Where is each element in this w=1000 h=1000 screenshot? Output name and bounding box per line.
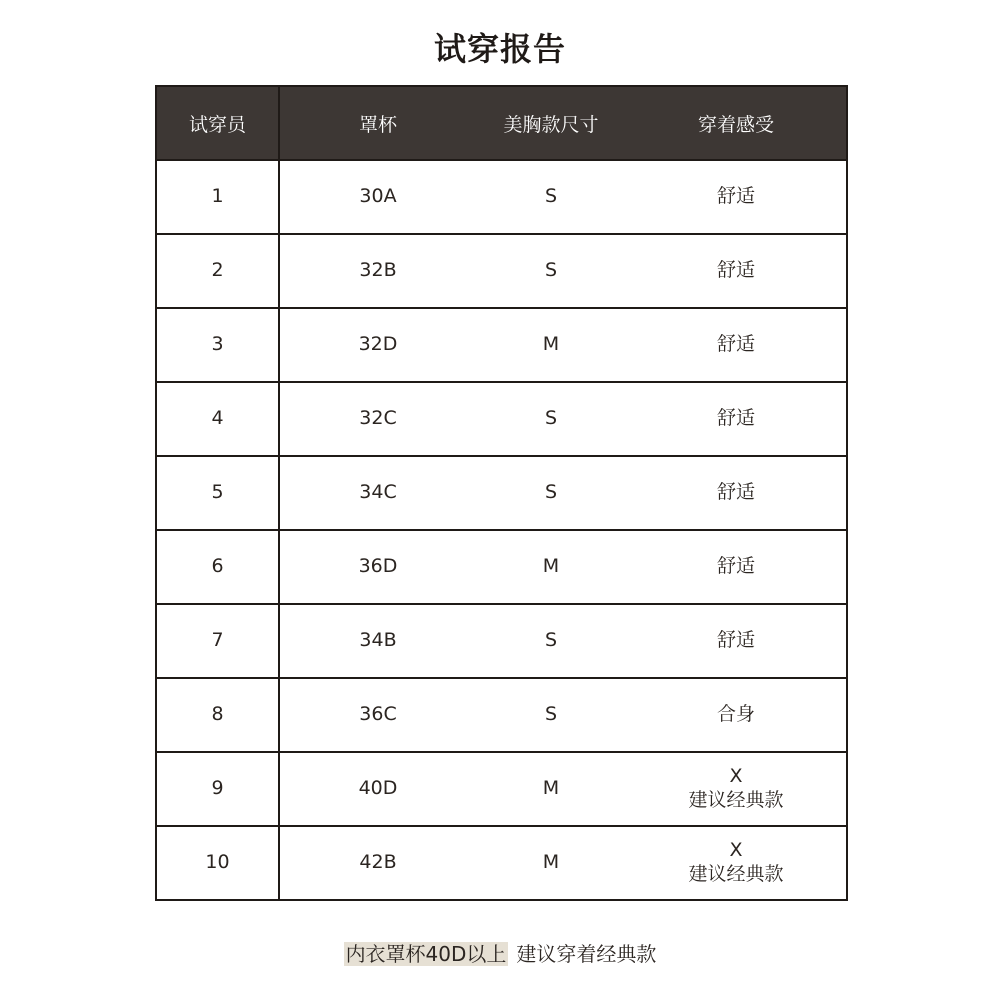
table-row: [156, 604, 847, 678]
cup-cell: 36C: [279, 678, 476, 752]
feeling-cell: [626, 604, 847, 678]
cup-cell: 30A: [279, 160, 476, 234]
column-header-size: 美胸款尺寸: [476, 86, 626, 160]
tester-cell: 4: [156, 382, 279, 456]
table-row: [156, 752, 847, 826]
column-header-cup: 罩杯: [279, 86, 476, 160]
cup-cell: 42B: [279, 826, 476, 900]
feeling-line: 舒适: [716, 333, 755, 356]
tester-cell: 1: [156, 160, 279, 234]
feeling-cell: [626, 678, 847, 752]
fitting-report-table: [155, 85, 848, 901]
table-row: [156, 308, 847, 382]
size-cell: S: [476, 234, 626, 308]
tester-cell: 8: [156, 678, 279, 752]
cup-cell: 32C: [279, 382, 476, 456]
feeling-line: X: [729, 839, 743, 862]
table-row: [156, 160, 847, 234]
cup-cell: 34B: [279, 604, 476, 678]
tester-cell: 6: [156, 530, 279, 604]
tester-cell: 2: [156, 234, 279, 308]
column-header-tester: 试穿员: [156, 86, 279, 160]
note-highlight: 内衣罩杯40D以上: [345, 942, 507, 966]
feeling-line: 舒适: [716, 629, 755, 652]
feeling-cell: [626, 752, 847, 826]
tester-cell: 7: [156, 604, 279, 678]
feeling-cell: [626, 308, 847, 382]
feeling-cell: [626, 160, 847, 234]
cup-cell: 34C: [279, 456, 476, 530]
cup-cell: 36D: [279, 530, 476, 604]
feeling-cell: [626, 826, 847, 900]
feeling-line: X: [729, 765, 743, 788]
feeling-line: 合身: [716, 703, 755, 726]
table-row: [156, 382, 847, 456]
feeling-cell: [626, 456, 847, 530]
size-cell: M: [476, 530, 626, 604]
table-row: [156, 826, 847, 900]
note-text: 建议穿着经典款: [516, 942, 657, 966]
footer-note: [0, 938, 1000, 967]
table-row: [156, 530, 847, 604]
table-row: [156, 234, 847, 308]
table-header-row: [156, 86, 847, 160]
feeling-line: 舒适: [716, 185, 755, 208]
size-cell: S: [476, 456, 626, 530]
feeling-line: 建议经典款: [688, 863, 784, 885]
page-title: 试穿报告: [433, 30, 566, 68]
feeling-line: 舒适: [716, 407, 755, 430]
size-cell: S: [476, 160, 626, 234]
cup-cell: 32D: [279, 308, 476, 382]
feeling-line: 建议经典款: [688, 789, 784, 811]
feeling-line: 舒适: [716, 259, 755, 282]
cup-cell: 32B: [279, 234, 476, 308]
column-header-feeling: 穿着感受: [626, 86, 847, 160]
feeling-cell: [626, 234, 847, 308]
tester-cell: 3: [156, 308, 279, 382]
size-cell: S: [476, 382, 626, 456]
feeling-line: 舒适: [716, 481, 755, 504]
size-cell: S: [476, 604, 626, 678]
feeling-line: 舒适: [716, 555, 755, 578]
size-cell: M: [476, 826, 626, 900]
table-row: [156, 678, 847, 752]
table-row: [156, 456, 847, 530]
size-cell: S: [476, 678, 626, 752]
size-cell: M: [476, 752, 626, 826]
feeling-cell: [626, 530, 847, 604]
tester-cell: 10: [156, 826, 279, 900]
cup-cell: 40D: [279, 752, 476, 826]
tester-cell: 9: [156, 752, 279, 826]
tester-cell: 5: [156, 456, 279, 530]
feeling-cell: [626, 382, 847, 456]
size-cell: M: [476, 308, 626, 382]
